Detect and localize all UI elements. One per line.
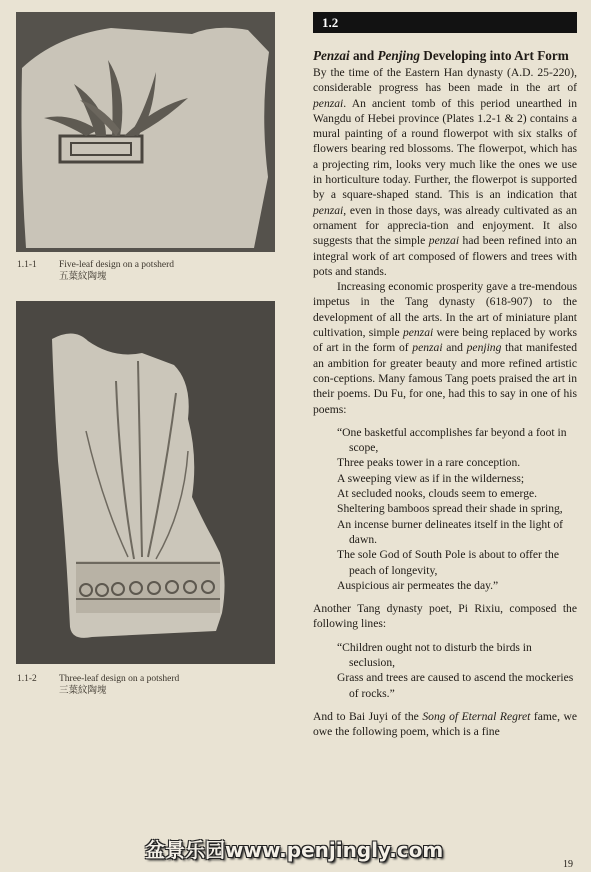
article-title: Penzai and Penjing Developing into Art Form xyxy=(313,48,569,63)
figure-caption-chinese: 五葉紋陶塊 xyxy=(59,272,107,282)
poem-line: A sweeping view as if in the wilderness; xyxy=(337,471,525,485)
figure-number: 1.1-2 xyxy=(17,674,37,684)
poem-line: “Children ought not to disturb the birds in seclusion, xyxy=(337,640,532,669)
figure-caption-text: Three-leaf design on a potsherd xyxy=(59,674,180,684)
paragraph: By the time of the Eastern Han dynasty (A.D. 25-220), considerable progress has been made in the art of penzai. An ancient tomb of this period unearthed in Wangdu of Hebei province (Plates 1.2-1 & 2) contains a mural painting of a round flowerpot with six stalks of flowers bearing red blossoms. The flowerpot, which has a projecting rim, looks very much like the ones we use in horticulture today. Further, the flowerpot is supported by a square-shaped stand. This is an indication that penzai, even in those days, was already cultivated as an ornament for apprecia-tion and enjoyment. It also suggests that the simple penzai had been refined into an integral work of art composed of flowers and trees with pots and stands. xyxy=(313,66,577,278)
paragraph: Increasing economic prosperity gave a tre-mendous impetus in the Tang dynasty (618-907) to the development of all the arts. In the art of miniature plant cultivation, simple penzai were being replaced by works of art in the form of penzai and penjing that manifested an ambition for greater beauty and more refined artistic con-ceptions. Many famous Tang poets praised the art in their poems. Du Fu, for one, had this to say in one of his poems: xyxy=(313,280,578,416)
figure-caption xyxy=(17,259,277,283)
figure-1-1-photo xyxy=(16,12,275,252)
section-number: 1.2 xyxy=(322,15,339,30)
paragraph: Another Tang dynasty poet, Pi Rixiu, composed the following lines: xyxy=(313,602,577,631)
paragraph: And to Bai Juyi of the Song of Eternal Regret fame, we owe the following poem, which is a fine xyxy=(313,709,578,739)
figure-caption xyxy=(17,673,277,697)
poem-line: The sole God of South Pole is about to offer the peach of longevity, xyxy=(337,548,559,577)
article-text-column xyxy=(313,48,577,739)
poem-line: Auspicious air permeates the day.” xyxy=(337,578,499,592)
poem-line: At secluded nooks, clouds seem to emerge. xyxy=(337,487,538,501)
figure-caption-text: Five-leaf design on a potsherd xyxy=(59,260,175,270)
poem-line: Grass and trees are caused to ascend the mockeries of rocks.” xyxy=(337,671,574,700)
site-watermark: 盆景乐园www.penjingly.com xyxy=(145,838,444,862)
poem-line: Sheltering bamboos spread their shade in spring, xyxy=(337,502,563,516)
poem-line: “One basketful accomplishes far beyond a foot in scope, xyxy=(337,425,567,455)
figure-number: 1.1-1 xyxy=(17,260,37,270)
poem-du-fu xyxy=(337,425,577,593)
poem-pi-rixiu xyxy=(337,640,577,701)
poem-line: Three peaks tower in a rare conception. xyxy=(337,456,521,470)
page-number: 19 xyxy=(563,859,573,870)
poem-line: An incense burner delineates itself in the light of dawn. xyxy=(337,517,564,546)
figure-1-2-photo xyxy=(16,301,275,664)
figure-caption-chinese: 三葉紋陶塊 xyxy=(59,686,107,696)
section-header-bar xyxy=(313,12,577,33)
